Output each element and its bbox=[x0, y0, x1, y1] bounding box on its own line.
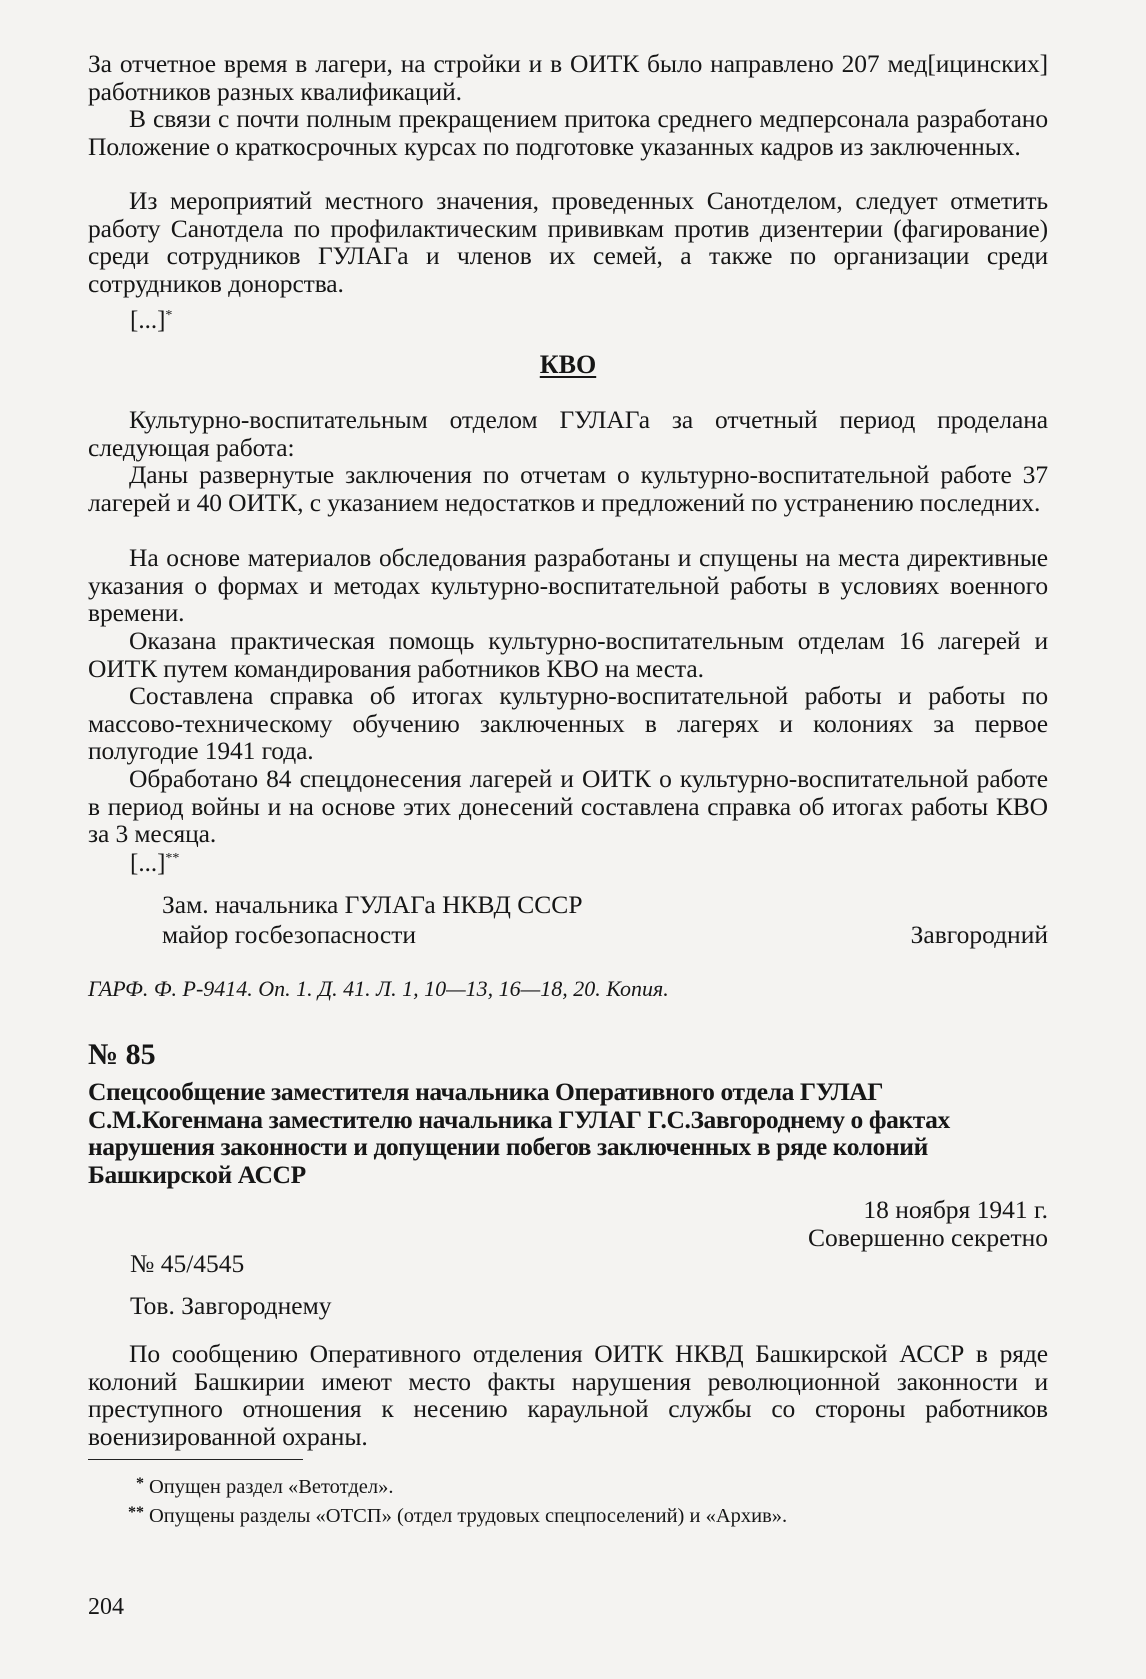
paragraph-courses: В связи с почти полным прекращением притока среднего медперсонала разработано Положение о краткосрочных курсах по подготовке указанных кадров из заключенных. bbox=[88, 104, 1048, 161]
paragraph-kvo-conclusions: Даны развернутые заключения по отчетам о культурно-воспитательной работе 37 лагерей и 40 ОИТК, с указанием недостатков и предложений по устранению последних. bbox=[88, 460, 1048, 517]
paragraph-med-workers: За отчетное время в лагери, на стройки и в ОИТК было направлено 207 мед[ицинских] работников разных квалификаций. bbox=[88, 49, 1048, 106]
classification-stamp: Совершенно секретно bbox=[807, 1223, 1048, 1252]
paragraph-kvo-assistance: Оказана практическая помощь культурно-воспитательным отделам 16 лагерей и ОИТК путем командирования работников КВО на места. bbox=[88, 626, 1048, 683]
document-number: № 85 bbox=[88, 1038, 156, 1071]
paragraph-sanotdel: Из мероприятий местного значения, проведенных Санотделом, следует отметить работу Санотдела по профилактическим прививкам против дизентерии (фагирование) среди сотрудников ГУЛАГа и членов их семей, а также по организации среди сотрудников донорства. bbox=[88, 186, 1048, 298]
registration-number: № 45/4545 bbox=[130, 1249, 245, 1278]
paragraph-body: По сообщению Оперативного отделения ОИТК НКВД Башкирской АССР в ряде колоний Башкирии имеют место факты нарушения революционной законности и преступного отношения к несению караульной службы со стороны работников военизированной охраны. bbox=[88, 1339, 1048, 1451]
omission-marker bbox=[130, 845, 179, 877]
footnote-mark: ** bbox=[128, 1504, 144, 1521]
footnote-2 bbox=[118, 1501, 787, 1528]
paragraph-kvo-directives: На основе материалов обследования разработаны и спущены на места директивные указания о формах и методах культурно-воспитательной работы в условиях военного времени. bbox=[88, 543, 1048, 627]
addressee: Тов. Завгороднему bbox=[130, 1291, 332, 1320]
paragraph-kvo-intro: Культурно-воспитательным отделом ГУЛАГа за отчетный период проделана следующая работа: bbox=[88, 405, 1048, 462]
footnote-ref: * bbox=[165, 308, 173, 323]
footnote-1 bbox=[118, 1472, 393, 1499]
omission-text: [...] bbox=[130, 850, 166, 877]
omission-marker bbox=[130, 302, 172, 334]
paragraph-kvo-report: Составлена справка об итогах культурно-воспитательной работы и работы по массово-техническому обучению заключенных в лагерях и колониях за первое полугодие 1941 года. bbox=[88, 681, 1048, 765]
footnote-mark: * bbox=[136, 1475, 144, 1492]
document-title: Спецсообщение заместителя начальника Оперативного отдела ГУЛАГ С.М.Когенмана заместителю начальника ГУЛАГ Г.С.Завгороднему о фактах нарушения законности и допущении побегов заключенных в ряде колоний Башкирской АССР bbox=[88, 1077, 950, 1189]
archive-reference: ГАРФ. Ф. Р-9414. Оп. 1. Д. 41. Л. 1, 10—13, 16—18, 20. Копия. bbox=[88, 976, 669, 1001]
signature-name: Завгородний bbox=[910, 920, 1048, 949]
footnote-divider bbox=[88, 1459, 303, 1460]
footnote-text: Опущены разделы «ОТСП» (отдел трудовых спецпоселений) и «Архив». bbox=[149, 1505, 788, 1527]
signature-position: Зам. начальника ГУЛАГа НКВД СССР bbox=[162, 890, 583, 919]
signature-rank: майор госбезопасности bbox=[162, 920, 417, 949]
footnote-ref: ** bbox=[165, 851, 180, 866]
page-number: 204 bbox=[88, 1594, 124, 1620]
document-date: 18 ноября 1941 г. bbox=[863, 1195, 1048, 1224]
footnote-text: Опущен раздел «Ветотдел». bbox=[149, 1476, 394, 1498]
omission-text: [...] bbox=[130, 307, 166, 334]
section-heading-kvo: КВО bbox=[539, 350, 597, 379]
paragraph-kvo-dispatches: Обработано 84 спецдонесения лагерей и ОИТК о культурно-воспитательной работе в период войны и на основе этих донесений составлена справка об итогах работы КВО за 3 месяца. bbox=[88, 764, 1048, 848]
